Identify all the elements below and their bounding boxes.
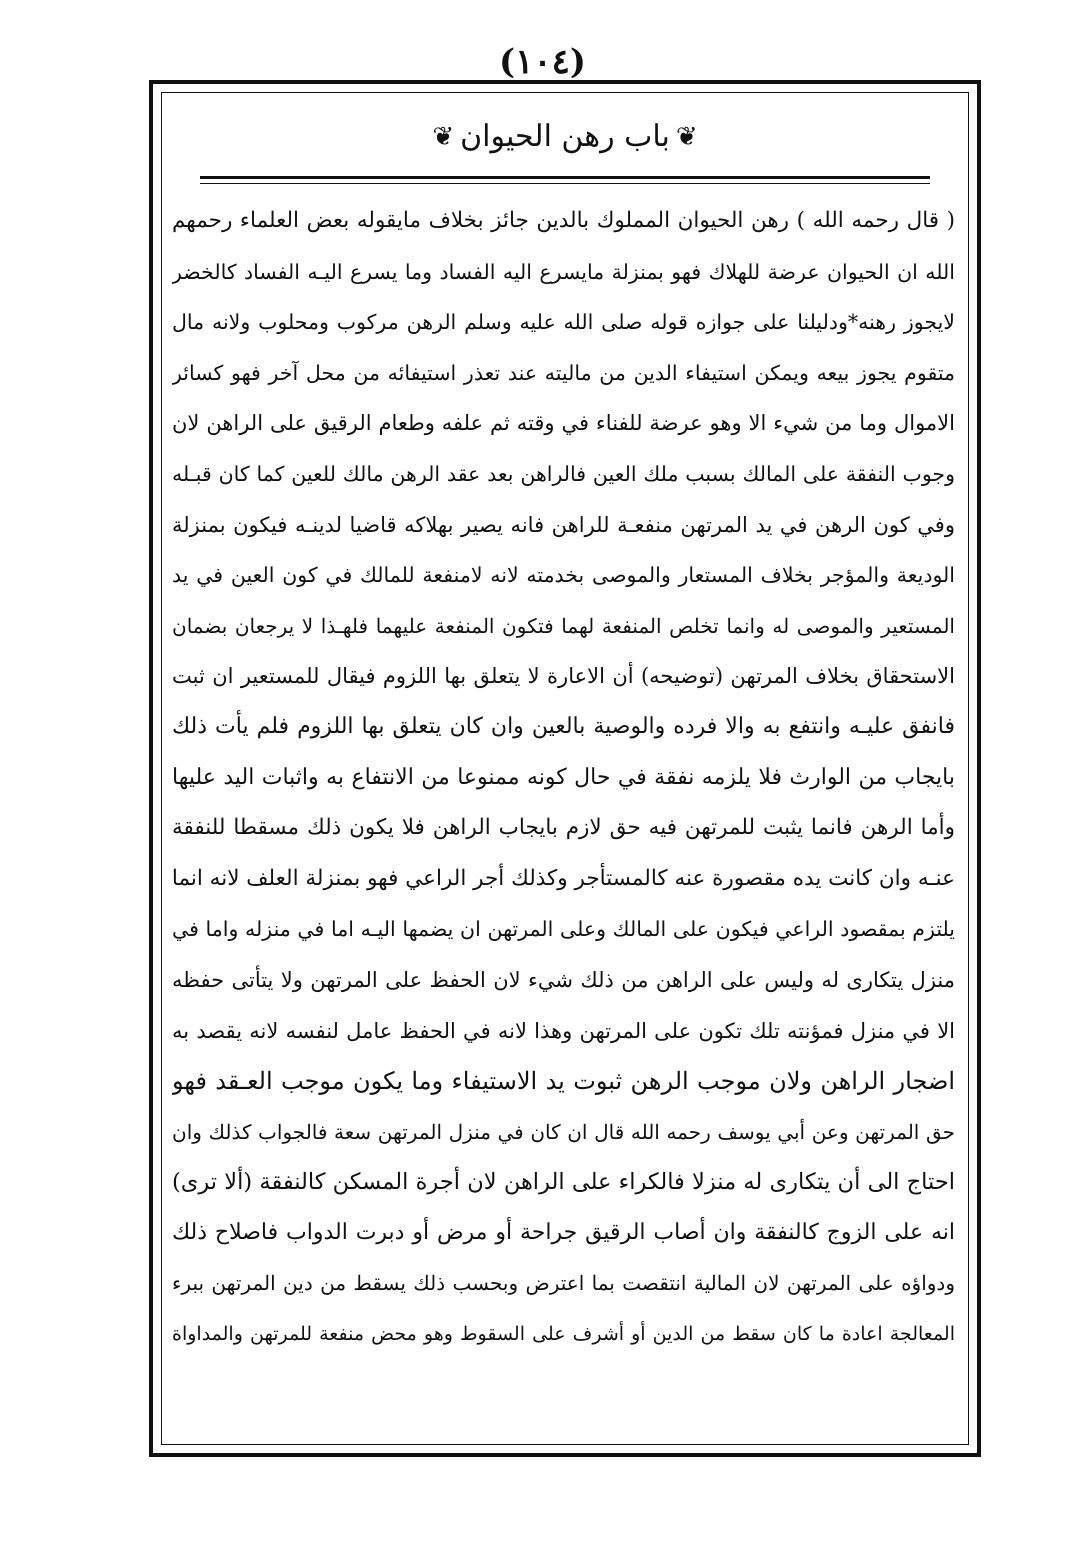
text-line: انه على الزوج كالنفقة وان أصاب الرقيق جراحة أو مرض أو دبرت الدواب فاصلاح ذلك — [172, 1219, 955, 1245]
heading-rule-thin — [200, 183, 930, 184]
text-line: اضجار الراهن ولان موجب الرهن ثبوت يد الاستيفاء وما يكون موجب العـقد فهو — [172, 1067, 955, 1096]
text-line: لايجوز رهنه*ودليلنا على جوازه قوله صلى الله عليه وسلم الرهن مركوب ومحلوب ولانه مال — [172, 310, 955, 335]
text-line: الله ان الحيوان عرضة للهلاك فهو بمنزلة مايسرع اليه الفساد وما يسرع اليـه الفساد كالخضر — [172, 259, 955, 284]
chapter-title: باب رهن الحيوان — [460, 119, 670, 154]
text-line: المعالجة اعادة ما كان سقط من الدين أو أشرف على السقوط وهو محض منفعة للمرتهن والمداواة — [172, 1323, 955, 1346]
text-line: يلتزم بمقصود الراعي فيكون على المالك وعلى المرتهن ان يضمها اليـه اما في منزله واما في — [172, 917, 955, 942]
text-line: الوديعة والمؤجر بخلاف المستعار والموصى بخدمته لانه لامنفعة للمالك في كون العين في يد — [172, 563, 955, 588]
ornament-left-icon: ❦ — [432, 122, 455, 152]
text-line: متقوم يجوز بيعه ويمكن استيفاء الدين من ماليته عند تعذر استيفائه من محل آخر فهو كسائر — [172, 360, 955, 385]
text-line: وفي كون الرهن في يد المرتهن منفعـة للراهن فانه يصير بهلاكه قاضيا لدينـه فيكون بمنزلة — [172, 512, 955, 537]
text-line: عنـه وان كانت يده مقصورة عنه كالمستأجر وكذلك أجر الراعي فهو بمنزلة العلف لانه انما — [172, 865, 955, 891]
text-line: منزل يتكارى له وليس على الراهن من ذلك شيء لان الحفظ على المرتهن ولا يتأتى حفظه — [172, 967, 955, 992]
text-line: احتاج الى أن يتكارى له منزلا فالكراء على الراهن لان أجرة المسكن كالنفقة (ألا ترى) — [172, 1169, 955, 1196]
text-line: المستعير والموصى له وانما تخلص المنفعة لهما فتكون المنفعة عليهما فلهـذا لا يرجعان بضمان — [172, 613, 955, 638]
text-line: فانفق عليـه وانتفع به والا فرده والوصية بالعين وان كان يتعلق بها اللزوم فلم يأت ذلك — [172, 713, 955, 739]
text-line: حق المرتهن وعن أبي يوسف رحمه الله قال ان كان في منزل المرتهن سعة فالجواب كذلك وان — [172, 1119, 955, 1144]
text-line: الاموال وما من شيء الا وهو عرضة للفناء في وقته ثم علفه وطعام الرقيق على الراهن لان — [172, 411, 955, 436]
text-line: الاستحقاق بخلاف المرتهن (توضيحه) أن الاعارة لا يتعلق بها اللزوم فيقال للمستعير ان ثبت — [172, 664, 955, 689]
body-text — [172, 196, 955, 1360]
heading-rule-thick — [200, 176, 930, 179]
text-line: الا في منزل فمؤنته تلك تكون على المرتهن وهذا لانه في الحفظ عامل لنفسه لانه يقصد به — [172, 1018, 955, 1043]
chapter-heading — [149, 112, 981, 162]
text-line: وجوب النفقة على المالك بسبب ملك العين فالراهن بعد عقد الرهن مالك للعين كما كان قبـله — [172, 461, 955, 486]
text-line: بايجاب من الوارث فلا يلزمه نفقة في حال كونه ممنوعا من الانتفاع به واثبات اليد عليها — [172, 764, 955, 790]
page-number: (١٠٤) — [499, 42, 586, 82]
ornament-right-icon: ❦ — [675, 122, 698, 152]
text-line: وأما الرهن فانما يثبت للمرتهن فيه حق لازم بايجاب الراهن فلا يكون ذلك مسقطا للنفقة — [172, 815, 955, 841]
text-line: ( قال رحمه الله ) رهن الحيوان المملوك بالدين جائز بخلاف مايقوله بعض العلماء رحمهم — [172, 208, 955, 233]
text-line: ودواؤه على المرتهن لان المالية انتقصت بما اعترض وبحسب ذلك يسقط من دين المرتهن ببرء — [172, 1271, 955, 1296]
